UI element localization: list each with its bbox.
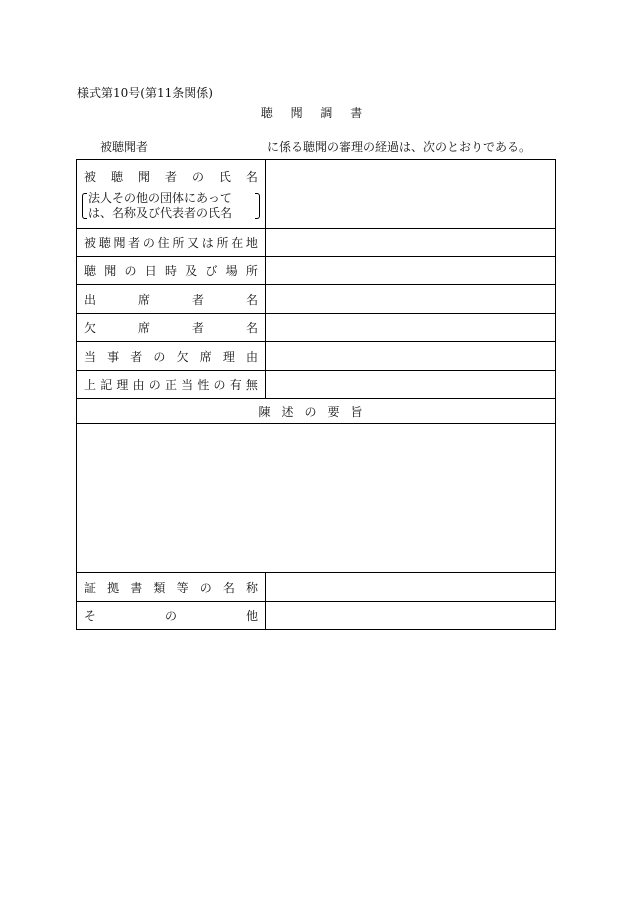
summary-heading: 陳述の要旨 (77, 399, 556, 424)
address-label-cell (77, 229, 266, 257)
subject-name-label: 被 聴 聞 者 の 氏 名 (84, 170, 258, 184)
justification-value-cell[interactable] (266, 371, 556, 399)
row-evidence (77, 573, 556, 602)
justification-label: 上 記 理 由 の 正 当 性 の 有 無 (84, 378, 258, 392)
row-address (77, 229, 556, 257)
absence-reason-label-cell (77, 342, 266, 371)
attendees-label-cell (77, 285, 266, 314)
evidence-label: 証 拠 書 類 等 の 名 称 (84, 580, 258, 595)
subject-name-note-line2: は、名称及び代表者の氏名 (88, 206, 233, 220)
row-other (77, 602, 556, 630)
hearing-record-table (76, 159, 556, 630)
row-summary-body (77, 424, 556, 573)
document-title: 聴 聞 調 書 (260, 106, 370, 120)
subject-name-note (82, 191, 260, 221)
row-absentees (77, 314, 556, 342)
absentees-value-cell[interactable] (266, 314, 556, 342)
row-subject-name (77, 160, 556, 229)
evidence-value-cell[interactable] (266, 573, 556, 602)
absentees-label-cell (77, 314, 266, 342)
intro-statement: に係る聴聞の審理の経過は、次のとおりである。 (267, 140, 532, 154)
datetime-value-cell[interactable] (266, 257, 556, 285)
absence-reason-value-cell[interactable] (266, 342, 556, 371)
row-datetime-place (77, 257, 556, 285)
datetime-label: 聴 聞 の 日 時 及 び 場 所 (84, 264, 258, 278)
other-label: そ の 他 (84, 609, 258, 623)
evidence-label-cell (77, 573, 266, 602)
address-label: 被 聴 聞 者 の 住 所 又 は 所 在 地 (84, 236, 258, 250)
summary-body-cell[interactable] (77, 424, 556, 573)
justification-label-cell (77, 371, 266, 399)
absentees-label: 欠 席 者 名 (84, 321, 258, 335)
absence-reason-label: 当 事 者 の 欠 席 理 由 (84, 349, 258, 364)
row-absence-reason (77, 342, 556, 371)
datetime-label-cell (77, 257, 266, 285)
subject-name-value-cell[interactable] (266, 160, 556, 229)
other-label-cell (77, 602, 266, 630)
row-summary-heading (77, 399, 556, 424)
other-value-cell[interactable] (266, 602, 556, 630)
intro-subject-label: 被聴聞者 (100, 140, 149, 154)
subject-name-label-cell (77, 160, 266, 229)
attendees-value-cell[interactable] (266, 285, 556, 314)
attendees-label: 出 席 者 名 (84, 292, 258, 307)
form-number: 様式第10号(第11条関係) (77, 86, 213, 100)
address-value-cell[interactable] (266, 229, 556, 257)
subject-name-note-line1: 法人その他の団体にあって (88, 191, 232, 205)
row-attendees (77, 285, 556, 314)
row-justification (77, 371, 556, 399)
